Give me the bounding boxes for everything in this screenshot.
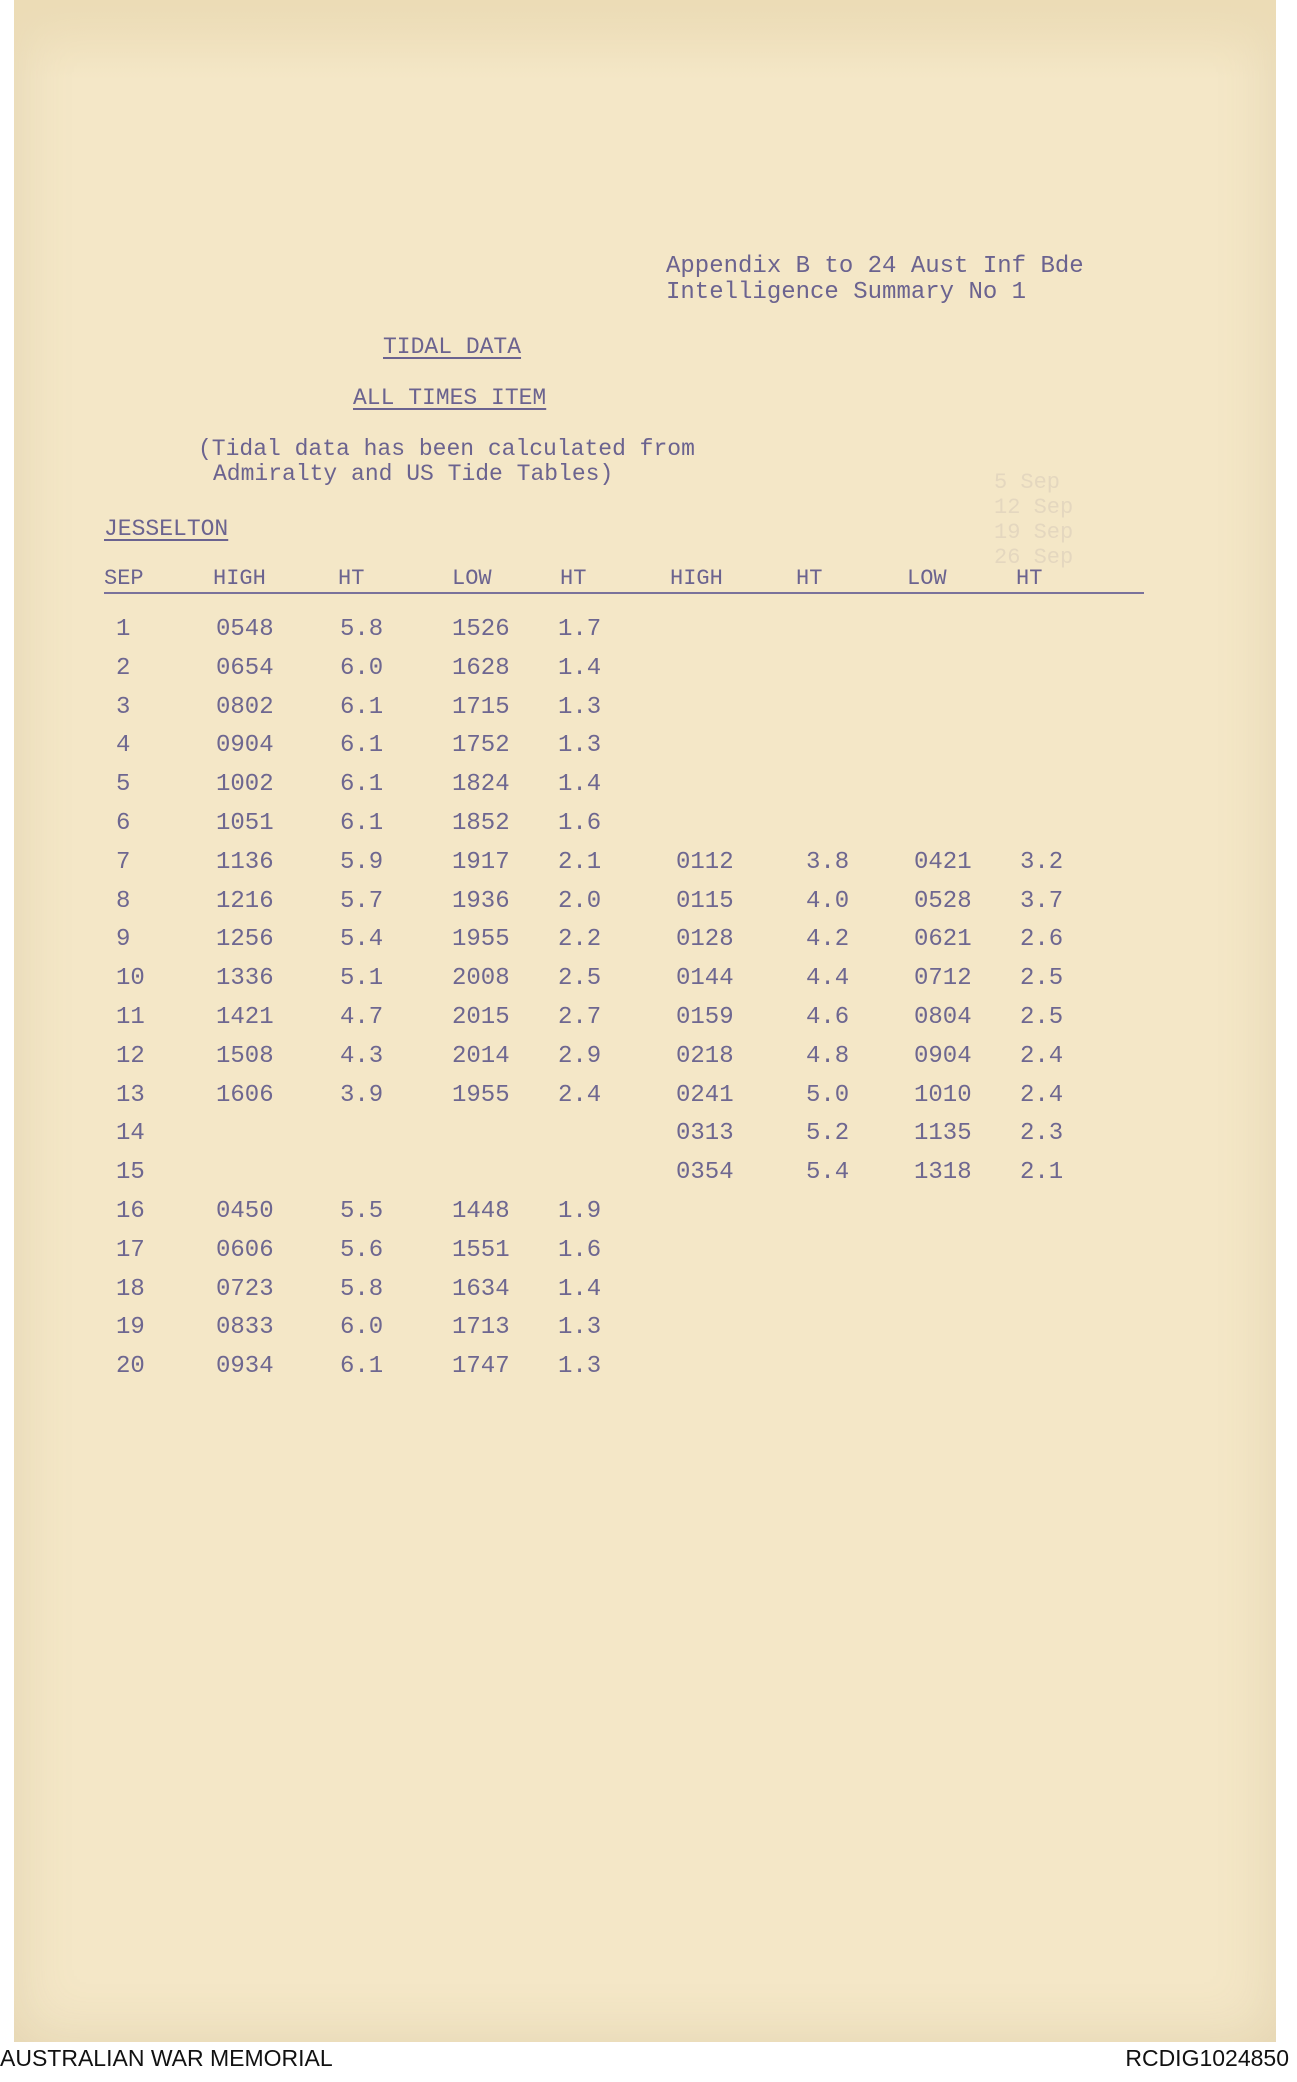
cell-day: 17 — [116, 1236, 145, 1264]
cell-high-ht-1: 5.8 — [340, 616, 384, 643]
cell-low-time-1: 1713 — [452, 1314, 510, 1342]
cell-high-time-2: 0128 — [676, 926, 734, 954]
cell-high-ht-1: 6.1 — [340, 810, 384, 837]
cell-low-time-1: 2014 — [452, 1042, 510, 1070]
cell-day: 11 — [116, 1004, 145, 1031]
col-ht-3: HT — [796, 566, 823, 591]
cell-low-ht-1: 2.5 — [558, 965, 602, 993]
cell-low-time-2: 0804 — [914, 1004, 972, 1031]
cell-low-ht-2: 3.7 — [1020, 887, 1064, 915]
table-row — [0, 655, 1297, 693]
cell-high-time-1: 0548 — [216, 616, 274, 643]
cell-high-time-1: 0606 — [216, 1236, 274, 1264]
cell-low-ht-1: 1.3 — [558, 693, 602, 721]
cell-high-ht-1: 5.4 — [340, 926, 384, 954]
cell-high-time-1: 1216 — [216, 887, 274, 915]
cell-low-time-1: 1917 — [452, 848, 510, 876]
cell-low-time-2: 1010 — [914, 1081, 972, 1109]
cell-low-time-1: 2015 — [452, 1004, 510, 1031]
cell-day: 15 — [116, 1159, 145, 1187]
table-row — [0, 1004, 1297, 1042]
table-row — [0, 1082, 1297, 1120]
table-row — [0, 1159, 1297, 1197]
cell-low-ht-1: 1.4 — [558, 654, 602, 682]
cell-low-time-1: 1448 — [452, 1198, 510, 1225]
cell-low-ht-1: 2.7 — [558, 1004, 602, 1031]
cell-high-ht-1: 5.8 — [340, 1275, 384, 1303]
col-ht-2: HT — [560, 566, 587, 591]
cell-day: 12 — [116, 1042, 145, 1070]
cell-low-time-1: 1715 — [452, 693, 510, 721]
cell-day: 19 — [116, 1314, 145, 1342]
cell-low-ht-2: 2.4 — [1020, 1042, 1064, 1070]
col-low-1: LOW — [452, 566, 492, 591]
cell-low-ht-1: 1.9 — [558, 1198, 602, 1225]
table-row — [0, 1198, 1297, 1236]
cell-low-ht-1: 2.9 — [558, 1042, 602, 1070]
cell-low-time-2: 1135 — [914, 1120, 972, 1148]
table-header — [104, 566, 1144, 594]
cell-day: 20 — [116, 1353, 145, 1381]
cell-low-time-1: 2008 — [452, 965, 510, 993]
cell-high-ht-1: 6.1 — [340, 771, 384, 799]
cell-high-ht-1: 5.7 — [340, 887, 384, 915]
cell-high-ht-1: 5.1 — [340, 965, 384, 993]
cell-high-time-1: 0904 — [216, 732, 274, 760]
cell-day: 6 — [116, 810, 131, 837]
footer-id: RCDIG1024850 — [1125, 2045, 1289, 2071]
cell-high-ht-1: 6.1 — [340, 732, 384, 760]
cell-low-ht-1: 1.7 — [558, 616, 602, 643]
cell-low-ht-1: 1.6 — [558, 1236, 602, 1264]
col-high-1: HIGH — [213, 566, 266, 591]
col-ht-1: HT — [338, 566, 365, 591]
cell-low-time-1: 1634 — [452, 1275, 510, 1303]
col-high-2: HIGH — [670, 566, 723, 591]
cell-low-ht-1: 1.3 — [558, 1353, 602, 1381]
cell-high-time-2: 0112 — [676, 848, 734, 876]
cell-day: 16 — [116, 1198, 145, 1225]
table-row — [0, 1043, 1297, 1081]
cell-low-time-1: 1852 — [452, 810, 510, 837]
cell-high-time-1: 1606 — [216, 1081, 274, 1109]
cell-high-time-2: 0241 — [676, 1081, 734, 1109]
table-row — [0, 732, 1297, 770]
cell-high-ht-1: 3.9 — [340, 1081, 384, 1109]
cell-low-ht-2: 2.6 — [1020, 926, 1064, 954]
show-through-text: 5 Sep 12 Sep 19 Sep 26 Sep — [994, 470, 1074, 570]
cell-high-ht-2: 3.8 — [806, 848, 850, 876]
cell-low-ht-2: 2.3 — [1020, 1120, 1064, 1148]
cell-high-ht-2: 5.4 — [806, 1159, 850, 1187]
cell-high-ht-1: 4.7 — [340, 1004, 384, 1031]
cell-high-ht-2: 5.2 — [806, 1120, 850, 1148]
table-row — [0, 1120, 1297, 1158]
cell-low-ht-1: 2.1 — [558, 848, 602, 876]
cell-day: 1 — [116, 616, 131, 643]
cell-day: 2 — [116, 654, 131, 682]
cell-high-time-2: 0144 — [676, 965, 734, 993]
cell-low-ht-1: 1.6 — [558, 810, 602, 837]
cell-low-time-1: 1752 — [452, 732, 510, 760]
cell-low-time-2: 0421 — [914, 848, 972, 876]
cell-day: 18 — [116, 1275, 145, 1303]
table-row — [0, 888, 1297, 926]
cell-high-time-1: 0934 — [216, 1353, 274, 1381]
cell-high-ht-1: 5.6 — [340, 1236, 384, 1264]
cell-high-time-2: 0159 — [676, 1004, 734, 1031]
cell-low-ht-1: 2.0 — [558, 887, 602, 915]
cell-high-ht-1: 4.3 — [340, 1042, 384, 1070]
location-heading: JESSELTON — [104, 516, 229, 542]
cell-low-ht-1: 1.4 — [558, 771, 602, 799]
table-row — [0, 1353, 1297, 1391]
cell-high-ht-2: 4.4 — [806, 965, 850, 993]
table-row — [0, 1276, 1297, 1314]
cell-high-time-1: 0833 — [216, 1314, 274, 1342]
cell-day: 4 — [116, 732, 131, 760]
cell-high-ht-2: 4.6 — [806, 1004, 850, 1031]
col-low-2: LOW — [907, 566, 947, 591]
cell-high-time-2: 0115 — [676, 887, 734, 915]
table-row — [0, 1314, 1297, 1352]
cell-high-ht-1: 6.0 — [340, 654, 384, 682]
cell-low-time-2: 1318 — [914, 1159, 972, 1187]
cell-low-time-1: 1526 — [452, 616, 510, 643]
cell-high-time-1: 0802 — [216, 693, 274, 721]
cell-high-time-1: 1421 — [216, 1004, 274, 1031]
page-subtitle: ALL TIMES ITEM — [353, 385, 547, 411]
cell-high-time-1: 0654 — [216, 654, 274, 682]
cell-high-time-1: 1256 — [216, 926, 274, 954]
cell-low-ht-1: 2.4 — [558, 1081, 602, 1109]
page-title: TIDAL DATA — [383, 334, 522, 360]
cell-low-ht-2: 2.5 — [1020, 1004, 1064, 1031]
cell-low-ht-1: 1.3 — [558, 1314, 602, 1342]
cell-low-ht-2: 2.4 — [1020, 1081, 1064, 1109]
cell-day: 9 — [116, 926, 131, 954]
col-ht-4: HT — [1016, 566, 1043, 591]
cell-low-ht-2: 2.1 — [1020, 1159, 1064, 1187]
table-row — [0, 694, 1297, 732]
cell-high-time-1: 1002 — [216, 771, 274, 799]
cell-high-ht-2: 4.2 — [806, 926, 850, 954]
cell-low-time-1: 1747 — [452, 1353, 510, 1381]
cell-low-ht-1: 1.4 — [558, 1275, 602, 1303]
cell-high-time-2: 0313 — [676, 1120, 734, 1148]
cell-low-time-1: 1936 — [452, 887, 510, 915]
cell-high-time-2: 0218 — [676, 1042, 734, 1070]
table-row — [0, 810, 1297, 848]
cell-low-ht-1: 2.2 — [558, 926, 602, 954]
cell-high-ht-2: 4.8 — [806, 1042, 850, 1070]
cell-high-time-1: 1051 — [216, 810, 274, 837]
table-row — [0, 771, 1297, 809]
cell-low-time-2: 0904 — [914, 1042, 972, 1070]
cell-low-time-2: 0621 — [914, 926, 972, 954]
cell-high-ht-1: 6.1 — [340, 693, 384, 721]
source-note-line1: (Tidal data has been calculated from — [198, 436, 695, 462]
cell-low-time-1: 1955 — [452, 926, 510, 954]
appendix-line: Appendix B to 24 Aust Inf Bde — [666, 253, 1084, 280]
cell-day: 10 — [116, 965, 145, 993]
table-row — [0, 1237, 1297, 1275]
cell-low-ht-1: 1.3 — [558, 732, 602, 760]
cell-high-ht-1: 6.1 — [340, 1353, 384, 1381]
cell-day: 14 — [116, 1120, 145, 1148]
cell-high-time-1: 1336 — [216, 965, 274, 993]
cell-low-time-2: 0528 — [914, 887, 972, 915]
col-sep: SEP — [104, 566, 144, 591]
cell-low-ht-2: 2.5 — [1020, 965, 1064, 993]
cell-day: 13 — [116, 1081, 145, 1109]
cell-low-time-1: 1824 — [452, 771, 510, 799]
cell-low-time-1: 1955 — [452, 1081, 510, 1109]
cell-high-time-2: 0354 — [676, 1159, 734, 1187]
cell-high-ht-1: 5.9 — [340, 848, 384, 876]
cell-low-ht-2: 3.2 — [1020, 848, 1064, 876]
cell-day: 8 — [116, 887, 131, 915]
cell-high-ht-2: 5.0 — [806, 1081, 850, 1109]
cell-day: 3 — [116, 693, 131, 721]
cell-high-time-1: 0723 — [216, 1275, 274, 1303]
table-row — [0, 926, 1297, 964]
table-row — [0, 616, 1297, 654]
cell-day: 5 — [116, 771, 131, 799]
cell-high-ht-2: 4.0 — [806, 887, 850, 915]
footer-source: AUSTRALIAN WAR MEMORIAL — [0, 2045, 333, 2071]
summary-line: Intelligence Summary No 1 — [666, 279, 1027, 306]
cell-low-time-1: 1551 — [452, 1236, 510, 1264]
cell-high-time-1: 0450 — [216, 1198, 274, 1225]
table-row — [0, 849, 1297, 887]
source-note-line2: Admiralty and US Tide Tables) — [213, 461, 614, 487]
cell-day: 7 — [116, 848, 131, 876]
cell-high-time-1: 1136 — [216, 848, 274, 876]
table-row — [0, 965, 1297, 1003]
cell-low-time-2: 0712 — [914, 965, 972, 993]
cell-high-ht-1: 5.5 — [340, 1198, 384, 1225]
cell-high-ht-1: 6.0 — [340, 1314, 384, 1342]
cell-low-time-1: 1628 — [452, 654, 510, 682]
cell-high-time-1: 1508 — [216, 1042, 274, 1070]
